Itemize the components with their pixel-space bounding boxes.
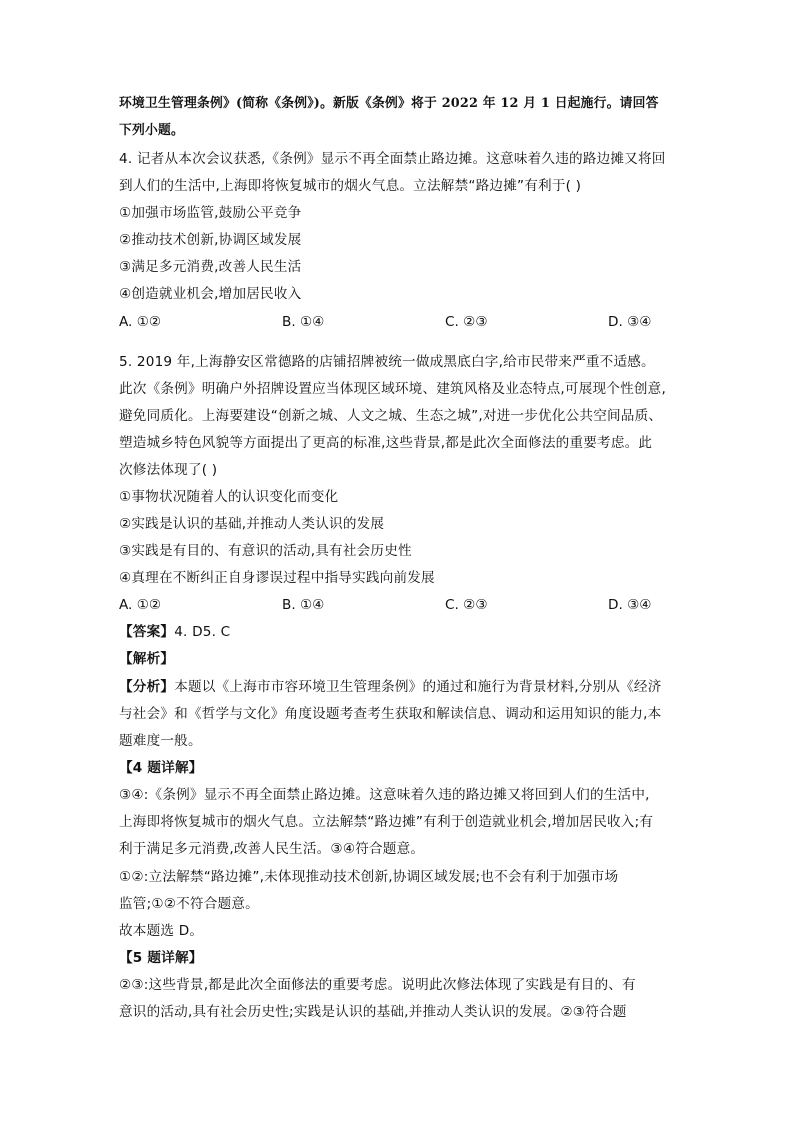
q5-stem-line-4: 塑造城乡特色风貌等方面提出了更高的标准,这些背景,都是此次全面修法的重要考虑。此 bbox=[119, 435, 653, 451]
detail4-line-6: 故本题选 D。 bbox=[119, 923, 204, 939]
q5-item-1: ①事物状况随着人的认识变化而变化 bbox=[119, 489, 339, 505]
q5-item-3: ③实践是有目的、有意识的活动,具有社会历史性 bbox=[119, 543, 412, 559]
q4-item-3: ③满足多元消费,改善人民生活 bbox=[119, 259, 302, 275]
q5-option-b: B. ①④ bbox=[282, 597, 325, 613]
q4-options bbox=[119, 312, 659, 332]
intro-line-2: 下列小题。 bbox=[119, 123, 184, 138]
detail4-line-4: ①②:立法解禁“路边摊”,未体现推动技术创新,协调区域发展;也不会有利于加强市场 bbox=[119, 869, 619, 885]
detail5-heading: 【5 题详解】 bbox=[119, 950, 203, 966]
q4-item-4: ④创造就业机会,增加居民收入 bbox=[119, 286, 302, 302]
detail4-line-1: ③④:《条例》显示不再全面禁止路边摊。这意味着久违的路边摊又将回到人们的生活中, bbox=[119, 787, 650, 803]
answer-line bbox=[119, 622, 679, 642]
q5-option-d: D. ③④ bbox=[608, 597, 652, 613]
q5-option-a: A. ①② bbox=[119, 597, 162, 613]
q5-stem-line-2: 此次《条例》明确户外招牌设置应当体现区域环境、建筑风格及业态特点,可展现个性创意, bbox=[119, 381, 666, 397]
analysis-line-3: 题难度一般。 bbox=[119, 733, 202, 749]
q5-stem-line-3: 避免同质化。上海要建设“创新之城、人文之城、生态之城”,对进一步优化公共空间品质、 bbox=[119, 408, 663, 424]
intro-line-1: 环境卫生管理条例》(简称《条例》)。新版《条例》将于 2022 年 12 月 1 日起施行。请回答 bbox=[119, 96, 659, 111]
analysis-line-2: 与社会》和《哲学与文化》角度设题考查考生获取和解读信息、调动和运用知识的能力,本 bbox=[119, 706, 662, 722]
analysis-tag: 【分析】 bbox=[119, 679, 175, 695]
detail4-line-2: 上海即将恢复城市的烟火气息。立法解禁“路边摊”有利于创造就业机会,增加居民收入;有 bbox=[119, 814, 654, 830]
q5-item-2: ②实践是认识的基础,并推动人类认识的发展 bbox=[119, 516, 385, 532]
q4-stem-line-2: 到人们的生活中,上海即将恢复城市的烟火气息。立法解禁“路边摊”有利于( ) bbox=[119, 178, 582, 194]
answer-text: 4. D5. C bbox=[174, 624, 231, 640]
answer-tag: 【答案】 bbox=[119, 624, 175, 640]
detail5-line-2: 意识的活动,具有社会历史性;实践是认识的基础,并推动人类认识的发展。②③符合题 bbox=[119, 1004, 627, 1020]
q4-item-1: ①加强市场监管,鼓励公平竞争 bbox=[119, 205, 302, 221]
detail4-line-5: 监管;①②不符合题意。 bbox=[119, 896, 259, 912]
q5-options bbox=[119, 595, 659, 615]
q5-option-c: C. ②③ bbox=[445, 597, 488, 613]
q5-stem-line-5: 次修法体现了( ) bbox=[119, 462, 218, 478]
q4-option-c: C. ②③ bbox=[445, 314, 488, 330]
q5-stem-line-1: 5. 2019 年,上海静安区常德路的店铺招牌被统一做成黑底白字,给市民带来严重不适感。 bbox=[119, 354, 655, 370]
analysis-text-1: 本题以《上海市市容环境卫生管理条例》的通过和施行为背景材料,分别从《经济 bbox=[174, 679, 662, 695]
q4-stem-line-1: 4. 记者从本次会议获悉,《条例》显示不再全面禁止路边摊。这意味着久违的路边摊又将回 bbox=[119, 151, 666, 167]
q4-option-d: D. ③④ bbox=[608, 314, 652, 330]
analysis-heading: 【解析】 bbox=[119, 651, 175, 667]
detail4-heading: 【4 题详解】 bbox=[119, 760, 203, 776]
q4-item-2: ②推动技术创新,协调区域发展 bbox=[119, 232, 302, 248]
analysis-line-1 bbox=[119, 677, 679, 697]
detail5-line-1: ②③:这些背景,都是此次全面修法的重要考虑。说明此次修法体现了实践是有目的、有 bbox=[119, 977, 636, 993]
q5-item-4: ④真理在不断纠正自身谬误过程中指导实践向前发展 bbox=[119, 570, 435, 586]
q4-option-b: B. ①④ bbox=[282, 314, 325, 330]
detail4-line-3: 利于满足多元消费,改善人民生活。③④符合题意。 bbox=[119, 841, 425, 857]
q4-option-a: A. ①② bbox=[119, 314, 162, 330]
